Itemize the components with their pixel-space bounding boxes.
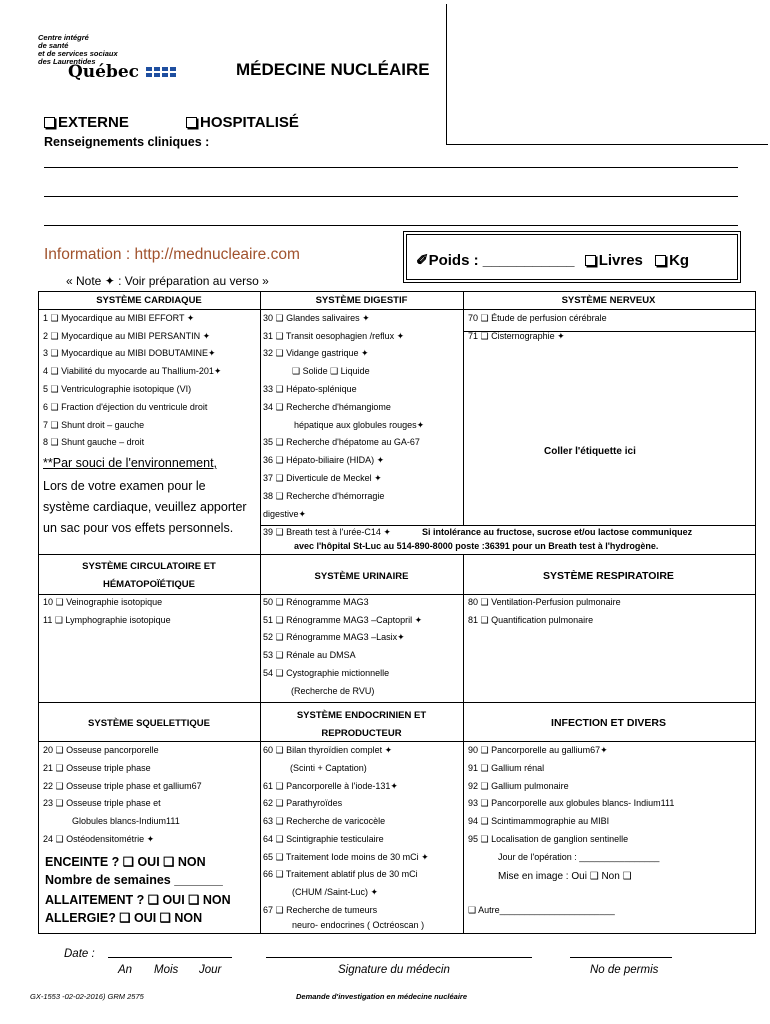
hospitalise-checkbox[interactable]	[186, 114, 299, 131]
exam-item-71[interactable]: 71 ❑ Cisternographie ✦	[468, 331, 565, 341]
circulatoire-header-line: SYSTÈME CIRCULATOIRE ET	[82, 561, 216, 572]
autre-field[interactable]: ❑ Autre_______________________	[468, 905, 615, 915]
corner-frame	[446, 4, 447, 144]
grid-line	[463, 292, 464, 525]
breath-test-note: avec l'hôpital St-Luc au 514-890-8000 poste :36391 pour un Breath test à l'hydrogène.	[294, 541, 659, 551]
allaitement-question[interactable]: ALLAITEMENT ? ❑ OUI ❑ NON	[45, 893, 231, 907]
exam-item-67-cont: neuro- endocrines ( Octréoscan )	[292, 920, 425, 930]
exam-item-80[interactable]: 80 ❑ Ventilation-Perfusion pulmonaire	[468, 597, 621, 607]
exam-item-6[interactable]: 6 ❑ Fraction d'éjection du ventricule droit	[43, 402, 208, 412]
exam-item-33[interactable]: 33 ❑ Hépato-splénique	[263, 384, 357, 394]
logo-line: des Laurentides	[38, 57, 96, 66]
exam-item-63[interactable]: 63 ❑ Recherche de varicocèle	[263, 816, 386, 826]
note-text: « Note ✦ : Voir préparation au verso »	[66, 274, 269, 288]
date-an-label: An	[118, 964, 133, 976]
exam-item-65[interactable]: 65 ❑ Traitement Iode moins de 30 mCi ✦	[263, 852, 429, 862]
cardiaque-header: SYSTÈME CARDIAQUE	[96, 295, 202, 306]
endocrinien-header-line: SYSTÈME ENDOCRINIEN ET	[296, 710, 427, 721]
endocrinien-header-line: REPRODUCTEUR	[321, 728, 402, 739]
fleurdelise-flag-icon	[162, 67, 176, 77]
livres-checkbox[interactable]	[585, 255, 596, 266]
date-line[interactable]	[108, 957, 232, 958]
exam-item-54[interactable]: 54 ❑ Cystographie mictionnelle	[263, 668, 390, 678]
grid-line	[39, 309, 755, 310]
infection-header: INFECTION ET DIVERS	[551, 717, 666, 729]
exam-item-36[interactable]: 36 ❑ Hépato-biliaire (HIDA) ✦	[263, 455, 385, 465]
clinical-info-line[interactable]	[44, 167, 738, 168]
exam-item-32[interactable]: 32 ❑ Vidange gastrique ✦	[263, 348, 369, 358]
checkbox-icon	[44, 117, 55, 128]
exam-item-20[interactable]: 20 ❑ Osseuse pancorporelle	[43, 745, 159, 755]
exam-item-90[interactable]: 90 ❑ Pancorporelle au gallium67✦	[468, 745, 608, 755]
nerveux-header: SYSTÈME NERVEUX	[561, 295, 656, 306]
checkbox-icon	[186, 117, 197, 128]
exam-item-30[interactable]: 30 ❑ Glandes salivaires ✦	[263, 313, 370, 323]
exam-item-37[interactable]: 37 ❑ Diverticule de Meckel ✦	[263, 473, 382, 483]
exam-item-21[interactable]: 21 ❑ Osseuse triple phase	[43, 763, 151, 773]
hospitalise-label: HOSPITALISÉ	[200, 114, 299, 131]
exam-item-93[interactable]: 93 ❑ Pancorporelle aux globules blancs- Indium111	[468, 798, 675, 808]
allergie-question[interactable]: ALLERGIE? ❑ OUI ❑ NON	[45, 911, 203, 925]
exam-item-38[interactable]: 38 ❑ Recherche d'hémorragie	[263, 491, 385, 501]
exam-item-67[interactable]: 67 ❑ Recherche de tumeurs	[263, 905, 378, 915]
exam-item-60[interactable]: 60 ❑ Bilan thyroïdien complet ✦	[263, 745, 393, 755]
digestif-header: SYSTÈME DIGESTIF	[315, 295, 408, 306]
exam-item-51[interactable]: 51 ❑ Rénogramme MAG3 –Captopril ✦	[263, 615, 423, 625]
environment-note-line: un sac pour vos effets personnels.	[43, 521, 234, 535]
exam-item-35[interactable]: 35 ❑ Recherche d'hépatome au GA-67	[263, 437, 420, 447]
breath-test-note: Si intolérance au fructose, sucrose et/ou lactose communiquez	[422, 527, 693, 537]
clinical-info-label: Renseignements cliniques :	[44, 135, 210, 149]
exam-item-24[interactable]: 24 ❑ Ostéodensitométrie ✦	[43, 834, 155, 844]
exam-item-66[interactable]: 66 ❑ Traitement ablatif plus de 30 mCi	[263, 869, 418, 879]
permis-line[interactable]	[570, 957, 672, 958]
grid-line	[39, 702, 755, 703]
squelettique-header: SYSTÈME SQUELETTIQUE	[88, 718, 210, 729]
exam-item-50[interactable]: 50 ❑ Rénogramme MAG3	[263, 597, 369, 607]
exam-item-39[interactable]: 39 ❑ Breath test à l'urée-C14 ✦	[263, 527, 391, 537]
semaines-field[interactable]: Nombre de semaines _______	[45, 873, 223, 887]
exam-item-92[interactable]: 92 ❑ Gallium pulmonaire	[468, 781, 569, 791]
grid-line	[39, 554, 755, 555]
quebec-wordmark: Québec	[68, 62, 140, 82]
respiratoire-header: SYSTÈME RESPIRATOIRE	[543, 570, 674, 582]
exam-item-3[interactable]: 3 ❑ Myocardique au MIBI DOBUTAMINE✦	[43, 348, 216, 358]
exam-item-23[interactable]: 23 ❑ Osseuse triple phase et	[43, 798, 161, 808]
enceinte-question[interactable]: ENCEINTE ? ❑ OUI ❑ NON	[45, 855, 206, 869]
signature-label: Signature du médecin	[338, 964, 450, 976]
exam-item-31[interactable]: 31 ❑ Transit oesophagien /reflux ✦	[263, 331, 405, 341]
logo-line: et de services sociaux	[38, 49, 118, 58]
exam-item-66-cont: (CHUM /Saint-Luc) ✦	[292, 887, 379, 897]
poids-field[interactable]	[416, 251, 689, 269]
permis-label: No de permis	[590, 964, 659, 976]
grid-line	[39, 594, 755, 595]
circulatoire-header-line: HÉMATOPOÏÉTIQUE	[102, 579, 196, 590]
externe-checkbox[interactable]	[44, 114, 129, 131]
environment-note-title: **Par souci de l'environnement,	[43, 456, 218, 470]
corner-frame	[446, 144, 768, 145]
operation-date-field[interactable]: Jour de l'opération : ________________	[498, 852, 660, 862]
livres-label: Livres	[598, 252, 643, 269]
form-title: Demande d'investigation en médecine nucléaire	[296, 992, 468, 1001]
exam-item-11[interactable]: 11 ❑ Lymphographie isotopique	[43, 615, 171, 625]
externe-label: EXTERNE	[58, 114, 129, 131]
exam-item-2[interactable]: 2 ❑ Myocardique au MIBI PERSANTIN ✦	[43, 331, 211, 341]
endocrinien-header	[260, 707, 463, 743]
exam-item-64[interactable]: 64 ❑ Scintigraphie testiculaire	[263, 834, 384, 844]
environment-note-line: Lors de votre examen pour le	[43, 479, 206, 493]
circulatoire-header	[38, 558, 260, 594]
grid-line	[463, 554, 464, 933]
environment-note-line: système cardiaque, veuillez apporter	[43, 500, 247, 514]
exam-item-22[interactable]: 22 ❑ Osseuse triple phase et gallium67	[43, 781, 202, 791]
fleurdelise-flag-icon	[146, 67, 160, 77]
exam-item-5[interactable]: 5 ❑ Ventriculographie isotopique (VI)	[43, 384, 192, 394]
pencil-icon: ✐	[416, 252, 429, 269]
clinical-info-line[interactable]	[44, 225, 738, 226]
exam-item-94[interactable]: 94 ❑ Scintimammographie au MIBI	[468, 816, 610, 826]
exam-item-53[interactable]: 53 ❑ Rénale au DMSA	[263, 650, 356, 660]
exam-item-23-cont: Globules blancs-Indium111	[72, 816, 180, 826]
label-sticker-area: Coller l'étiquette ici	[544, 446, 636, 457]
exam-item-34-cont: hépatique aux globules rouges✦	[294, 420, 425, 430]
logo-line: Centre intégré	[38, 33, 89, 42]
exam-item-52[interactable]: 52 ❑ Rénogramme MAG3 –Lasix✦	[263, 632, 405, 642]
exam-item-61[interactable]: 61 ❑ Pancorporelle à l'iode-131✦	[263, 781, 398, 791]
exam-item-95[interactable]: 95 ❑ Localisation de ganglion sentinelle	[468, 834, 629, 844]
exam-item-7[interactable]: 7 ❑ Shunt droit – gauche	[43, 420, 145, 430]
exam-item-10[interactable]: 10 ❑ Veinographie isotopique	[43, 597, 163, 607]
form-code: GX-1553 -02-02-2016) GRM 2575	[30, 992, 144, 1001]
signature-line[interactable]	[266, 957, 532, 958]
solide-liquide-options[interactable]: ❑ Solide ❑ Liquide	[292, 366, 370, 376]
exam-item-8[interactable]: 8 ❑ Shunt gauche – droit	[43, 437, 145, 447]
exam-item-54-cont: (Recherche de RVU)	[291, 686, 375, 696]
exam-item-91[interactable]: 91 ❑ Gallium rénal	[468, 763, 545, 773]
exam-item-4[interactable]: 4 ❑ Viabilité du myocarde au Thallium-201✦	[43, 366, 222, 376]
kg-checkbox[interactable]	[655, 255, 666, 266]
clinical-info-line[interactable]	[44, 196, 738, 197]
page-title: MÉDECINE NUCLÉAIRE	[236, 60, 430, 79]
exam-item-60-cont: (Scinti + Captation)	[290, 763, 367, 773]
logo-line: de santé	[38, 41, 69, 50]
kg-label: Kg	[669, 252, 690, 269]
date-jour-label: Jour	[199, 964, 222, 976]
poids-label: Poids : ___________	[428, 252, 575, 269]
exam-item-81[interactable]: 81 ❑ Quantification pulmonaire	[468, 615, 594, 625]
grid-line	[260, 292, 261, 933]
quebec-logo	[68, 62, 176, 82]
mise-en-image-options[interactable]: Mise en image : Oui ❑ Non ❑	[498, 871, 632, 882]
information-link[interactable]: Information : http://mednucleaire.com	[44, 246, 300, 263]
date-mois-label: Mois	[154, 964, 179, 976]
grid-line	[260, 525, 755, 526]
date-label: Date :	[64, 948, 95, 960]
exam-item-62[interactable]: 62 ❑ Parathyroïdes	[263, 798, 343, 808]
exam-item-34[interactable]: 34 ❑ Recherche d'hémangiome	[263, 402, 391, 412]
exam-item-1[interactable]: 1 ❑ Myocardique au MIBI EFFORT ✦	[43, 313, 195, 323]
exam-item-38-cont: digestive✦	[263, 509, 307, 519]
exam-item-70[interactable]: 70 ❑ Étude de perfusion cérébrale	[468, 313, 607, 323]
urinaire-header: SYSTÈME URINAIRE	[314, 571, 409, 582]
